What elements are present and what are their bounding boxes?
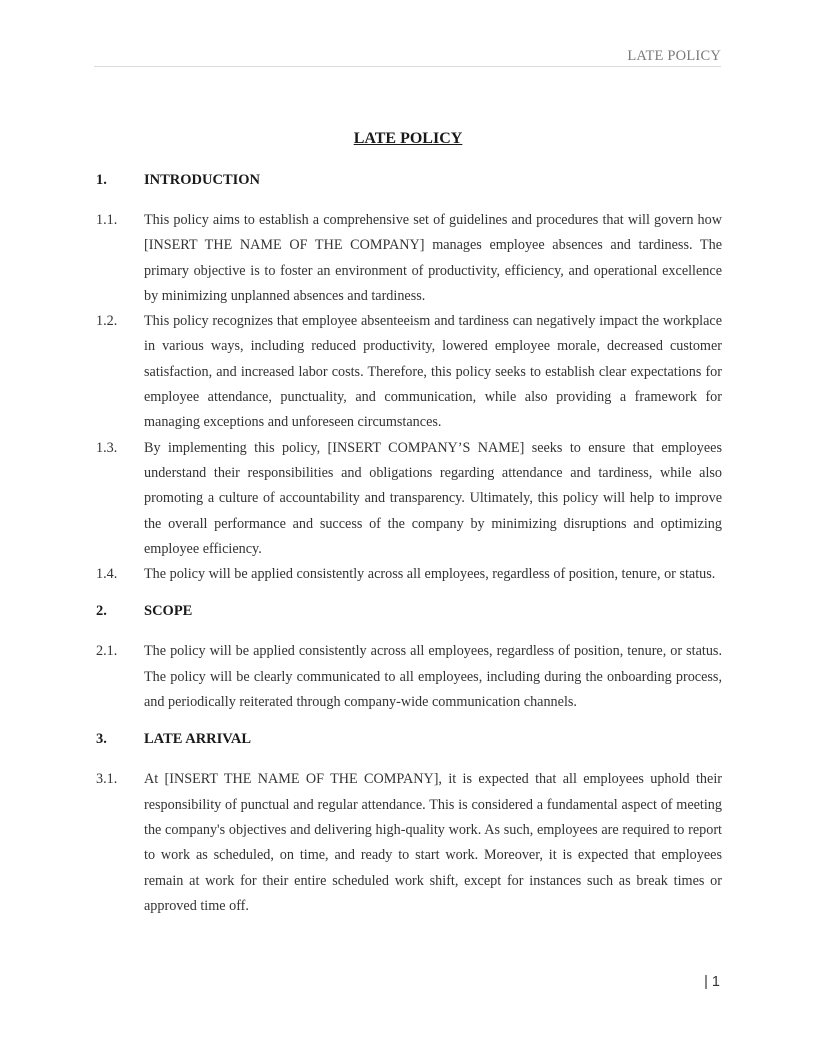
paragraph-1-3 bbox=[96, 436, 722, 562]
section-heading-scope bbox=[96, 601, 722, 621]
paragraph-text: At [INSERT THE NAME OF THE COMPANY], it is expected that all employees uphold their responsibility of punctual and regular attendance. This is considered a fundamental aspect of meeting the company's objectives and delivering high-quality work. As such, employees are required to report to work as scheduled, on time, and ready to start work. Moreover, it is expected that employees remain at work for their entire scheduled work shift, except for instances such as break times or approved time off. bbox=[144, 771, 722, 914]
page-number: | 1 bbox=[704, 974, 720, 990]
paragraph-text: The policy will be applied consistently across all employees, regardless of position, tenure, or status. bbox=[144, 566, 716, 583]
section-number: 2. bbox=[96, 603, 107, 620]
section-title: SCOPE bbox=[144, 603, 193, 620]
section-heading-late-arrival bbox=[96, 729, 722, 749]
section-title: LATE ARRIVAL bbox=[144, 731, 252, 748]
paragraph-1-2 bbox=[96, 309, 722, 435]
page-header bbox=[94, 48, 721, 67]
header-title: LATE POLICY bbox=[627, 48, 721, 64]
paragraph-1-4 bbox=[96, 562, 722, 587]
paragraph-text: By implementing this policy, [INSERT COMPANY’S NAME] seeks to ensure that employees understand their responsibilities and obligations regarding attendance and tardiness, while also promoting a culture of accountability and transparency. Ultimately, this policy will help to improve the overall performance and success of the company by minimizing disruptions and optimizing employee efficiency. bbox=[144, 439, 722, 557]
paragraph-number: 1.2. bbox=[96, 313, 118, 330]
section-number: 3. bbox=[96, 731, 107, 748]
paragraph-number: 1.3. bbox=[96, 439, 118, 456]
paragraph-number: 2.1. bbox=[96, 643, 118, 660]
section-title: INTRODUCTION bbox=[144, 172, 261, 188]
document-body bbox=[96, 170, 722, 919]
paragraph-number: 3.1. bbox=[96, 771, 118, 788]
paragraph-text: This policy aims to establish a comprehensive set of guidelines and procedures that will govern how [INSERT THE NAME OF THE COMPANY] manages employee absences and tardiness. The primary objective is to foster an environment of productivity, efficiency, and operational excellence by minimizing unplanned absences and tardiness. bbox=[144, 212, 722, 304]
section-number: 1. bbox=[96, 172, 107, 188]
paragraph-1-1 bbox=[96, 208, 722, 309]
paragraph-text: This policy recognizes that employee absenteeism and tardiness can negatively impact the workplace in various ways, including reduced productivity, lowered employee morale, decreased customer satisfaction, and increased labor costs. Therefore, this policy seeks to establish clear expectations for employee attendance, punctuality, and communication, while also providing a framework for managing exceptions and unforeseen circumstances. bbox=[144, 313, 722, 431]
paragraph-number: 1.1. bbox=[96, 212, 118, 228]
paragraph-text: The policy will be applied consistently across all employees, regardless of position, tenure, or status. The policy will be clearly communicated to all employees, including during the onboarding process, and periodically reiterated through company-wide communication channels. bbox=[144, 643, 722, 711]
paragraph-number: 1.4. bbox=[96, 566, 118, 583]
paragraph-2-1 bbox=[96, 639, 722, 715]
section-heading-introduction bbox=[96, 170, 722, 190]
document-title: LATE POLICY bbox=[353, 130, 463, 147]
paragraph-3-1 bbox=[96, 767, 722, 919]
